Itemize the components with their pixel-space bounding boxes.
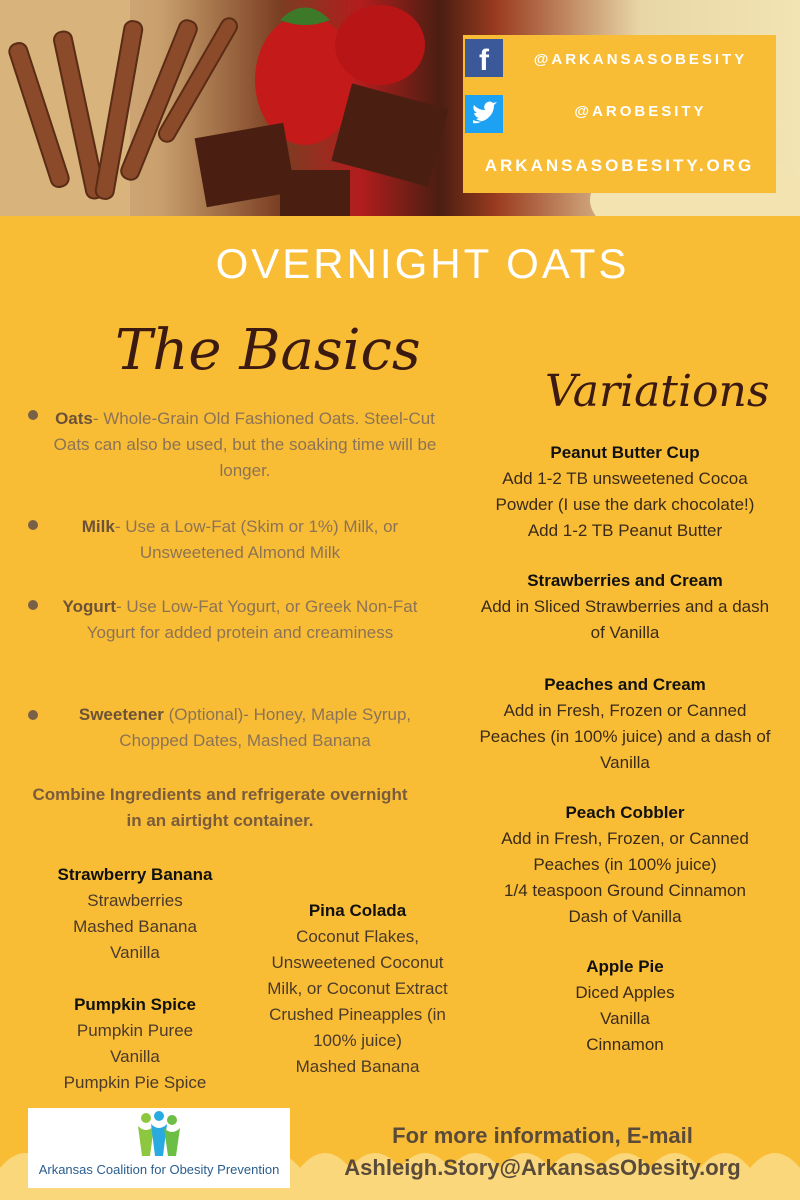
recipe-line: Milk, or Coconut Extract — [267, 979, 448, 998]
basics-item-text: - Use Low-Fat Yogurt, or Greek Non-Fat Yogurt for added protein and creaminess — [86, 597, 418, 642]
twitter-icon[interactable] — [465, 95, 503, 133]
variation-title: Peanut Butter Cup — [550, 443, 700, 462]
recipe-line: Vanilla — [110, 1047, 160, 1066]
twitter-handle[interactable]: @AROBESITY — [574, 103, 707, 120]
recipe-line: Pumpkin Pie Spice — [63, 1073, 207, 1092]
recipe-title: Pina Colada — [308, 901, 407, 920]
recipe-line: Mashed Banana — [73, 917, 197, 936]
basics-item-text: - Use a Low-Fat (Skim or 1%) Milk, or Unsweetened Almond Milk — [114, 517, 399, 562]
basics-item-milk — [40, 514, 440, 566]
basics-item-name: Oats — [55, 409, 93, 428]
recipe-title: Strawberry Banana — [57, 865, 213, 884]
variation-line: Vanilla — [600, 1009, 650, 1028]
people-logo-icon — [28, 1108, 290, 1162]
variation-line: Diced Apples — [575, 983, 675, 1002]
variation-line: Add in Fresh, Frozen, or Canned — [501, 829, 749, 848]
bullet-icon — [28, 410, 38, 420]
basics-item-text: (Optional)- Honey, Maple Syrup, Chopped Dates, Mashed Banana — [119, 705, 412, 750]
variation-line: Peaches (in 100% juice) and a dash of — [479, 727, 771, 746]
variation-line: of Vanilla — [590, 623, 660, 642]
variation-line: Add in Sliced Strawberries and a dash — [480, 597, 770, 616]
variation-strawberries-and-cream — [460, 568, 790, 646]
variation-peanut-butter-cup — [460, 440, 790, 544]
basics-item-name: Milk — [81, 517, 115, 536]
basics-item-yogurt — [40, 594, 440, 646]
variation-line: Add in Fresh, Frozen or Canned — [503, 701, 747, 720]
recipe-title: Pumpkin Spice — [74, 995, 196, 1014]
recipe-strawberry-banana — [30, 862, 240, 966]
page-title: OVERNIGHT OATS — [215, 240, 630, 287]
variation-line: Add 1-2 TB Peanut Butter — [527, 521, 723, 540]
variation-line: Vanilla — [600, 753, 650, 772]
variation-title: Peaches and Cream — [544, 675, 706, 694]
variation-title: Peach Cobbler — [565, 803, 685, 822]
recipe-pina-colada — [245, 898, 470, 1080]
basics-item-name: Sweetener — [78, 705, 164, 724]
variation-line: Cinnamon — [586, 1035, 664, 1054]
recipe-line: Mashed Banana — [295, 1057, 420, 1076]
bullet-icon — [28, 520, 38, 530]
variation-title: Strawberries and Cream — [527, 571, 723, 590]
basics-item-sweetener — [50, 702, 440, 754]
combine-instructions: Combine Ingredients and refrigerate overnight in an airtight container. — [32, 785, 408, 830]
variation-apple-pie — [460, 954, 790, 1058]
recipe-line: Unsweetened Coconut — [271, 953, 444, 972]
facebook-icon[interactable]: f — [465, 39, 503, 77]
recipe-pumpkin-spice — [30, 992, 240, 1096]
variation-line: Add 1-2 TB unsweetened Cocoa — [502, 469, 748, 488]
facebook-handle[interactable]: @ARKANSASOBESITY — [533, 51, 748, 68]
basics-item-name: Yogurt — [62, 597, 117, 616]
bullet-icon — [28, 600, 38, 610]
contact-line: For more information, E-mail — [392, 1123, 693, 1148]
basics-item-text: - Whole-Grain Old Fashioned Oats. Steel-Cut Oats can also be used, but the soaking time will be longer. — [53, 409, 437, 480]
recipe-line: Crushed Pineapples (in — [269, 1005, 446, 1024]
variation-line: Powder (I use the dark chocolate!) — [495, 495, 755, 514]
variation-peaches-and-cream — [460, 672, 790, 776]
bullet-icon — [28, 710, 38, 720]
basics-heading: The Basics — [115, 318, 421, 383]
coalition-logo — [28, 1108, 290, 1188]
logo-text: Arkansas Coalition for Obesity Prevention — [38, 1162, 280, 1177]
contact-email[interactable]: Ashleigh.Story@ArkansasObesity.org — [344, 1155, 741, 1180]
variations-heading: Variations — [545, 366, 770, 417]
basics-item-oats — [50, 406, 440, 484]
recipe-line: Pumpkin Puree — [76, 1021, 194, 1040]
recipe-line: Vanilla — [110, 943, 160, 962]
social-panel — [463, 35, 776, 193]
contact-info — [300, 1120, 785, 1184]
variation-line: 1/4 teaspoon Ground Cinnamon — [504, 881, 746, 900]
recipe-line: Strawberries — [87, 891, 183, 910]
variation-line: Dash of Vanilla — [568, 907, 682, 926]
website-link[interactable]: ARKANSASOBESITY.ORG — [484, 156, 755, 175]
variation-title: Apple Pie — [586, 957, 664, 976]
variation-peach-cobbler — [460, 800, 790, 930]
recipe-line: Coconut Flakes, — [296, 927, 419, 946]
variation-line: Peaches (in 100% juice) — [533, 855, 717, 874]
recipe-line: 100% juice) — [313, 1031, 402, 1050]
